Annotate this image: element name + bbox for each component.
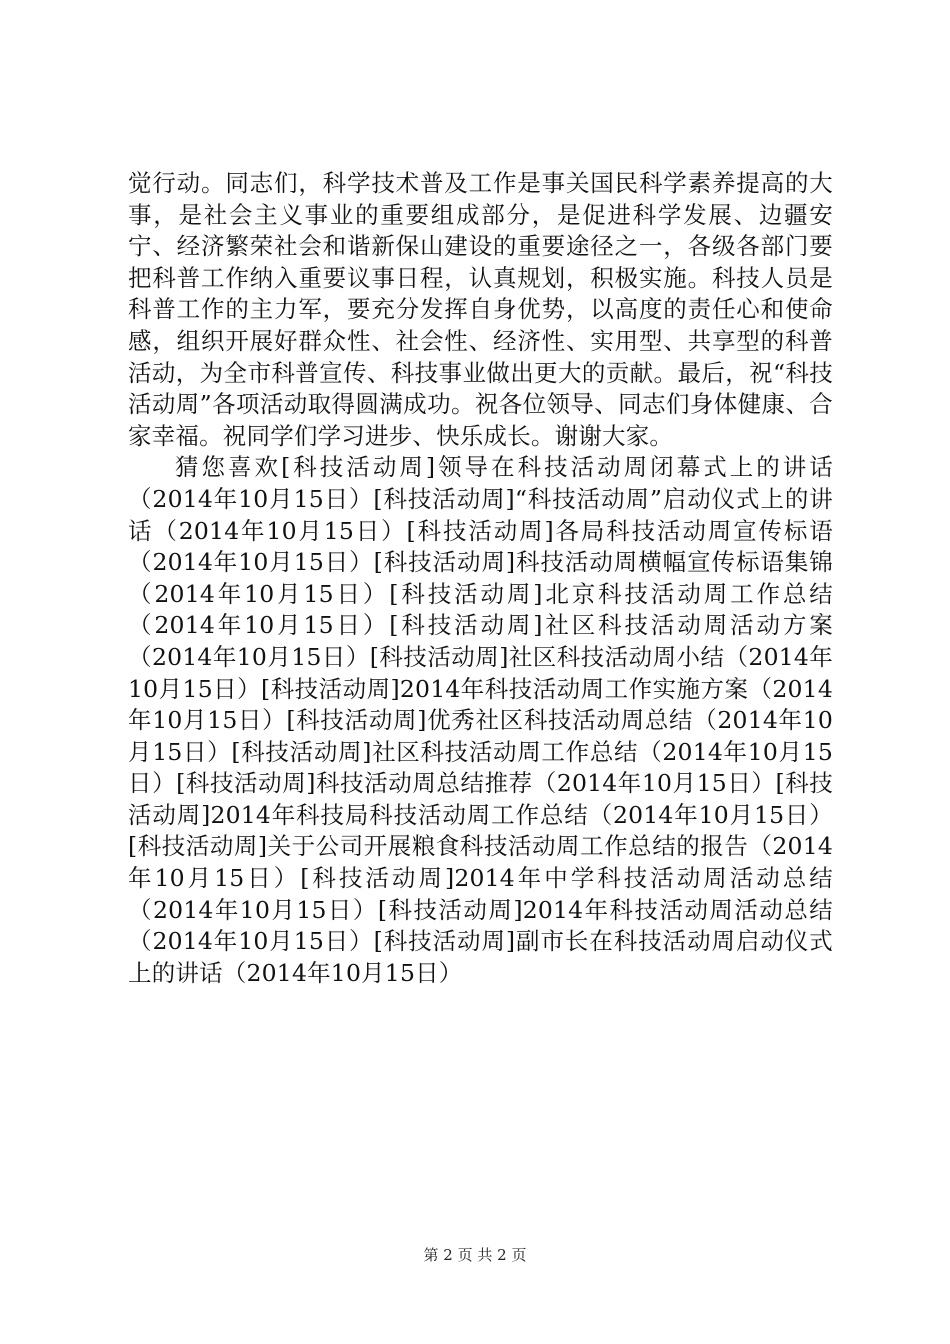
document-body bbox=[128, 168, 833, 989]
related-articles-paragraph: 猜您喜欢[科技活动周]领导在科技活动周闭幕式上的讲话（2014年10月15日）[科技活动周]“科技活动周”启动仪式上的讲话（2014年10月15日）[科技活动周]各局科技活动周宣传标语（2014年10月15日）[科技活动周]科技活动周横幅宣传标语集锦（2014年10月15日）[科技活动周]北京科技活动周工作总结（2014年10月15日）[科技活动周]社区科技活动周活动方案（2014年10月15日）[科技活动周]社区科技活动周小结（2014年10月15日）[科技活动周]2014年科技活动周工作实施方案（2014年10月15日）[科技活动周]优秀社区科技活动周总结（2014年10月15日）[科技活动周]社区科技活动周工作总结（2014年10月15日）[科技活动周]科技活动周总结推荐（2014年10月15日）[科技活动周]2014年科技局科技活动周工作总结（2014年10月15日）[科技活动周]关于公司开展粮食科技活动周工作总结的报告（2014年10月15日）[科技活动周]2014年中学科技活动周活动总结（2014年10月15日）[科技活动周]2014年科技活动周活动总结（2014年10月15日）[科技活动周]副市长在科技活动周启动仪式上的讲话（2014年10月15日） bbox=[128, 453, 833, 987]
page-footer: 第 2 页 共 2 页 bbox=[423, 1246, 527, 1264]
closing-paragraph: 觉行动。同志们，科学技术普及工作是事关国民科学素养提高的大事，是社会主义事业的重要组成部分，是促进科学发展、边疆安宁、经济繁荣社会和谐新保山建设的重要途径之一，各级各部门要把科普工作纳入重要议事日程，认真规划，积极实施。科技人员是科普工作的主力军，要充分发挥自身优势，以高度的责任心和使命感，组织开展好群众性、社会性、经济性、实用型、共享型的科普活动，为全市科普宣传、科技事业做出更大的贡献。最后，祝“科技活动周”各项活动取得圆满成功。祝各位领导、同志们身体健康、合家幸福。祝同学们学习进步、快乐成长。谢谢大家。 bbox=[128, 169, 833, 450]
